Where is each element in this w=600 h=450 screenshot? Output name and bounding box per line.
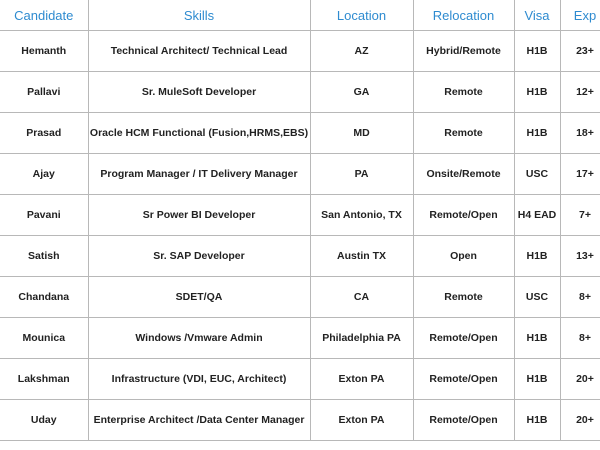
cell-candidate: Hemanth <box>0 31 88 72</box>
cell-location: San Antonio, TX <box>310 195 413 236</box>
cell-skills: Sr. MuleSoft Developer <box>88 72 310 113</box>
cell-skills: SDET/QA <box>88 277 310 318</box>
cell-candidate: Pallavi <box>0 72 88 113</box>
table-row <box>0 195 600 236</box>
table-row <box>0 154 600 195</box>
cell-candidate: Prasad <box>0 113 88 154</box>
cell-visa: H1B <box>514 72 560 113</box>
cell-visa: USC <box>514 154 560 195</box>
cell-visa: USC <box>514 277 560 318</box>
cell-skills: Infrastructure (VDI, EUC, Architect) <box>88 359 310 400</box>
table-row <box>0 400 600 441</box>
cell-candidate: Uday <box>0 400 88 441</box>
table-row <box>0 72 600 113</box>
cell-exp: 7+ <box>560 195 600 236</box>
cell-exp: 8+ <box>560 277 600 318</box>
cell-visa: H1B <box>514 359 560 400</box>
cell-candidate: Lakshman <box>0 359 88 400</box>
cell-exp: 20+ <box>560 359 600 400</box>
table-row <box>0 359 600 400</box>
table-row <box>0 31 600 72</box>
cell-location: Exton PA <box>310 359 413 400</box>
header-location: Location <box>310 0 413 31</box>
cell-relocation: Remote <box>413 277 514 318</box>
cell-relocation: Remote <box>413 113 514 154</box>
cell-visa: H4 EAD <box>514 195 560 236</box>
cell-candidate: Mounica <box>0 318 88 359</box>
cell-relocation: Remote/Open <box>413 195 514 236</box>
cell-location: PA <box>310 154 413 195</box>
header-relocation: Relocation <box>413 0 514 31</box>
cell-exp: 17+ <box>560 154 600 195</box>
cell-visa: H1B <box>514 400 560 441</box>
cell-skills: Oracle HCM Functional (Fusion,HRMS,EBS) <box>88 113 310 154</box>
cell-exp: 8+ <box>560 318 600 359</box>
cell-skills: Program Manager / IT Delivery Manager <box>88 154 310 195</box>
table-row <box>0 318 600 359</box>
cell-relocation: Remote/Open <box>413 359 514 400</box>
cell-candidate: Pavani <box>0 195 88 236</box>
cell-candidate: Chandana <box>0 277 88 318</box>
cell-exp: 13+ <box>560 236 600 277</box>
cell-location: Philadelphia PA <box>310 318 413 359</box>
cell-skills: Windows /Vmware Admin <box>88 318 310 359</box>
table-row <box>0 236 600 277</box>
cell-skills: Technical Architect/ Technical Lead <box>88 31 310 72</box>
cell-candidate: Satish <box>0 236 88 277</box>
cell-location: AZ <box>310 31 413 72</box>
table-header-row <box>0 0 600 31</box>
header-visa: Visa <box>514 0 560 31</box>
cell-visa: H1B <box>514 236 560 277</box>
cell-relocation: Hybrid/Remote <box>413 31 514 72</box>
cell-relocation: Onsite/Remote <box>413 154 514 195</box>
cell-relocation: Open <box>413 236 514 277</box>
cell-location: Austin TX <box>310 236 413 277</box>
cell-skills: Sr. SAP Developer <box>88 236 310 277</box>
cell-location: Exton PA <box>310 400 413 441</box>
cell-skills: Sr Power BI Developer <box>88 195 310 236</box>
cell-candidate: Ajay <box>0 154 88 195</box>
cell-visa: H1B <box>514 318 560 359</box>
cell-visa: H1B <box>514 31 560 72</box>
header-exp: Exp <box>560 0 600 31</box>
cell-skills: Enterprise Architect /Data Center Manager <box>88 400 310 441</box>
cell-visa: H1B <box>514 113 560 154</box>
table-row <box>0 277 600 318</box>
cell-relocation: Remote/Open <box>413 400 514 441</box>
header-skills: Skills <box>88 0 310 31</box>
cell-location: GA <box>310 72 413 113</box>
cell-relocation: Remote <box>413 72 514 113</box>
header-candidate: Candidate <box>0 0 88 31</box>
table-row <box>0 113 600 154</box>
cell-exp: 20+ <box>560 400 600 441</box>
cell-relocation: Remote/Open <box>413 318 514 359</box>
cell-exp: 12+ <box>560 72 600 113</box>
cell-location: MD <box>310 113 413 154</box>
cell-location: CA <box>310 277 413 318</box>
cell-exp: 18+ <box>560 113 600 154</box>
cell-exp: 23+ <box>560 31 600 72</box>
